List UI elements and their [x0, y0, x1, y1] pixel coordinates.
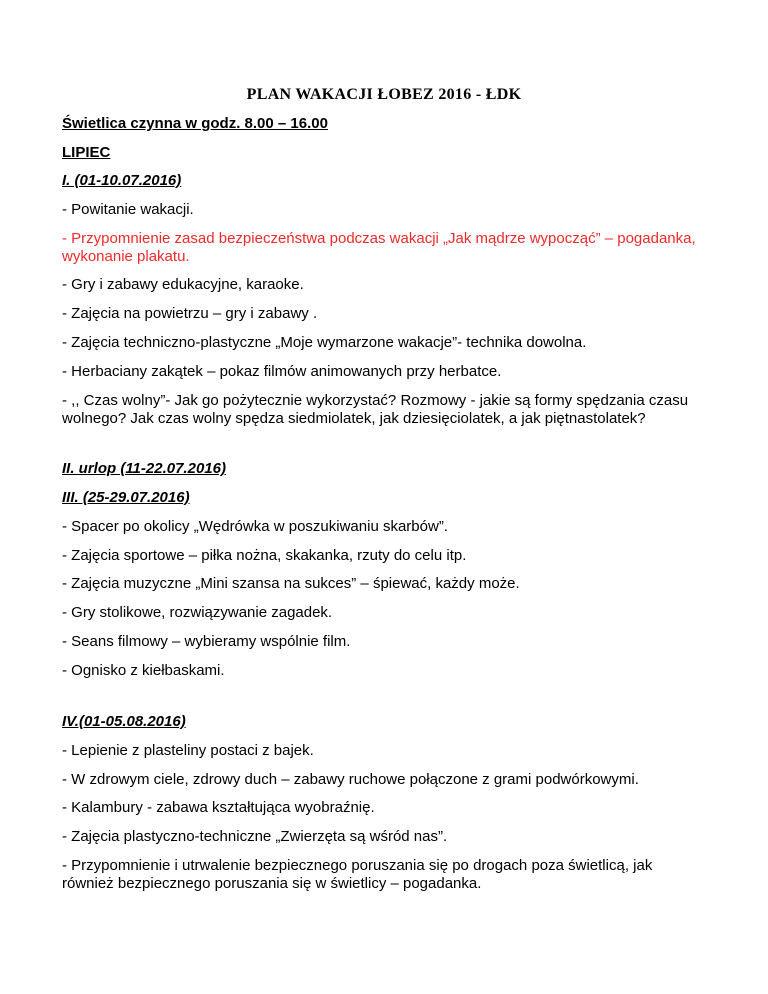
list-item: - Zajęcia muzyczne „Mini szansa na sukces” – śpiewać, każdy może.	[62, 575, 520, 592]
list-item: - Ognisko z kiełbaskami.	[62, 662, 225, 679]
list-item: - Powitanie wakacji.	[62, 201, 194, 218]
month-heading: LIPIEC	[62, 144, 111, 161]
list-item: - Zajęcia plastyczno-techniczne „Zwierzęta są wśród nas”.	[62, 828, 448, 845]
page-title: PLAN WAKACJI ŁOBEZ 2016 - ŁDK	[246, 86, 522, 103]
list-item: - Kalambury - zabawa kształtująca wyobraźnię.	[62, 799, 375, 816]
section-heading: III. (25-29.07.2016)	[62, 489, 190, 506]
list-item: - Przypomnienie i utrwalenie bezpiecznego poruszania się po drogach poza świetlicą, jak również bezpiecznego poruszania się w świetlicy – pogadanka.	[62, 857, 653, 892]
list-item: - Herbaciany zakątek – pokaz filmów animowanych przy herbatce.	[62, 363, 502, 380]
list-item: - Zajęcia sportowe – piłka nożna, skakanka, rzuty do celu itp.	[62, 547, 467, 564]
list-item: - Gry i zabawy edukacyjne, karaoke.	[62, 276, 304, 293]
opening-hours: Świetlica czynna w godz. 8.00 – 16.00	[62, 115, 328, 132]
list-item: - Seans filmowy – wybieramy wspólnie film.	[62, 633, 351, 650]
list-item: - Przypomnienie zasad bezpieczeństwa podczas wakacji „Jak mądrze wypocząć” – pogadanka, wykonanie plakatu.	[62, 230, 696, 265]
list-item: - ,, Czas wolny”- Jak go pożytecznie wykorzystać? Rozmowy - jakie są formy spędzania czasu wolnego? Jak czas wolny spędza siedmiolatek, jak dziesięciolatek, a jak piętnastolatek?	[62, 392, 689, 427]
section-heading: IV.(01-05.08.2016)	[62, 713, 186, 730]
list-item: - Spacer po okolicy „Wędrówka w poszukiwaniu skarbów”.	[62, 518, 448, 535]
list-item: - Lepienie z plasteliny postaci z bajek.	[62, 742, 314, 759]
list-item: - Zajęcia na powietrzu – gry i zabawy .	[62, 305, 318, 322]
list-item: - W zdrowym ciele, zdrowy duch – zabawy ruchowe połączone z grami podwórkowymi.	[62, 771, 639, 788]
section-heading: I. (01-10.07.2016)	[62, 172, 182, 189]
section-heading: II. urlop (11-22.07.2016)	[62, 460, 226, 477]
list-item: - Zajęcia techniczno-plastyczne „Moje wymarzone wakacje”- technika dowolna.	[62, 334, 587, 351]
list-item: - Gry stolikowe, rozwiązywanie zagadek.	[62, 604, 333, 621]
